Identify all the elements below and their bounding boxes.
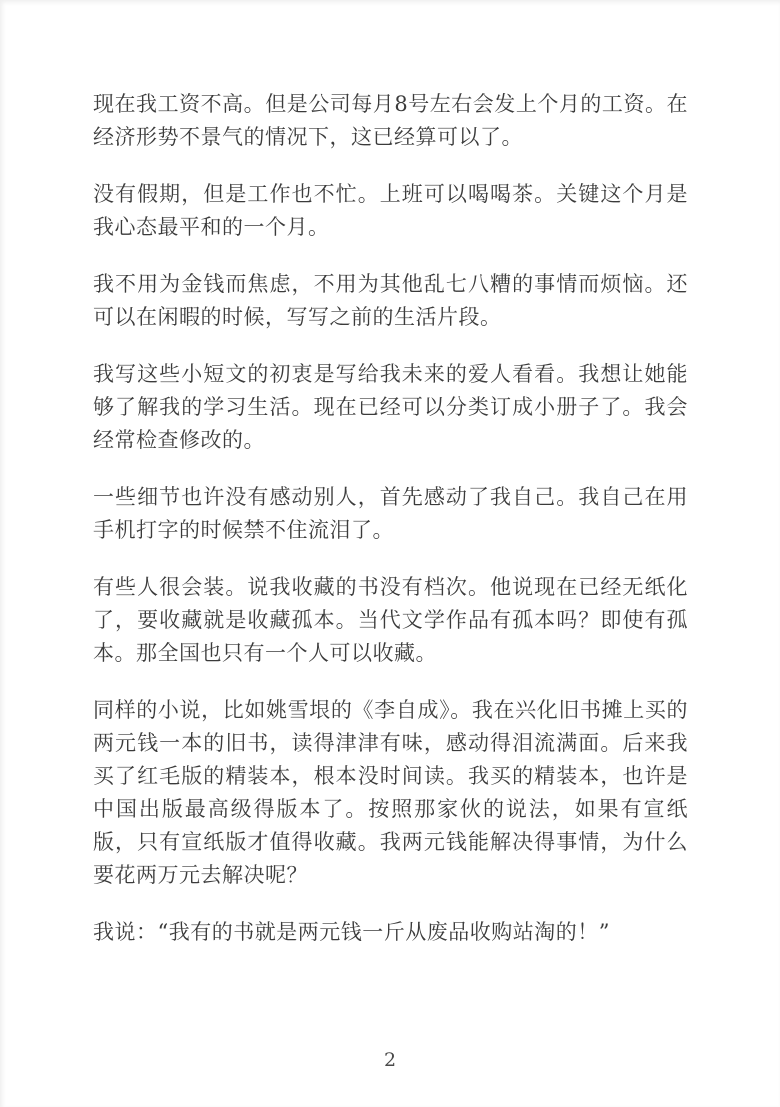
paragraph: 现在我工资不高。但是公司每月8号左右会发上个月的工资。在经济形势不景气的情况下，这已经算可以了。: [93, 92, 688, 149]
paragraph: 我说：“我有的书就是两元钱一斤从废品收购站淘的！”: [93, 920, 610, 944]
paragraph: 我写这些小短文的初衷是写给我未来的爱人看看。我想让她能够了解我的学习生活。现在已经可以分类订成小册子了。我会经常检查修改的。: [93, 362, 688, 452]
paragraph: 同样的小说，比如姚雪垠的《李自成》。我在兴化旧书摊上买的两元钱一本的旧书，读得津津有味，感动得泪流满面。后来我买了红毛版的精装本，根本没时间读。我买的精装本，也许是中国出版最高级得版本了。按照那家伙的说法，如果有宣纸版，只有宣纸版才值得收藏。我两元钱能解决得事情，为什么要花两万元去解决呢？: [93, 698, 688, 887]
paragraph: 一些细节也许没有感动别人，首先感动了我自己。我自己在用手机打字的时候禁不住流泪了。: [93, 485, 688, 542]
paragraph: 没有假期，但是工作也不忙。上班可以喝喝茶。关键这个月是我心态最平和的一个月。: [93, 182, 688, 239]
paragraph: 有些人很会装。说我收藏的书没有档次。他说现在已经无纸化了，要收藏就是收藏孤本。当代文学作品有孤本吗？即使有孤本。那全国也只有一个人可以收藏。: [93, 575, 688, 665]
page-number: 2: [383, 1049, 397, 1071]
page-body: [93, 88, 688, 973]
paragraph: 我不用为金钱而焦虑，不用为其他乱七八糟的事情而烦恼。还可以在闲暇的时候，写写之前的生活片段。: [93, 272, 688, 329]
